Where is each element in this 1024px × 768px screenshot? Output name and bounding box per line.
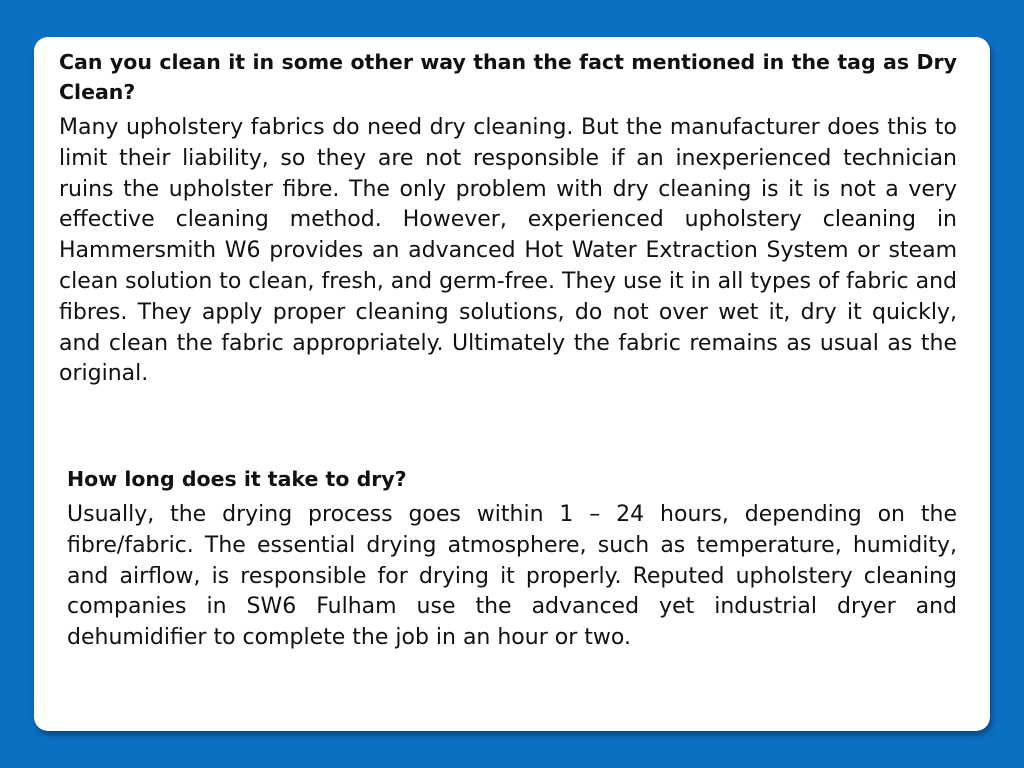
section-body: Many upholstery fabrics do need dry cleaning. But the manufacturer does this to limit their liability, so they are not responsible if an inexperienced technician ruins the upholster fibre. The only problem with dry cleaning is it is not a very effective cleaning method. However, experienced upholstery cleaning in Hammersmith W6 provides an advanced Hot Water Extraction System or steam clean solution to clean, fresh, and germ-free. They use it in all types of fabric and fibres. They apply proper cleaning solutions, do not over wet it, dry it quickly, and clean the fabric appropriately. Ultimately the fabric remains as usual as the original. [59,115,957,387]
faq-section-drying-time [67,464,957,654]
faq-section-dry-clean [59,47,957,390]
section-heading: How long does it take to dry? [67,467,407,491]
section-heading: Can you clean it in some other way than the fact mentioned in the tag as Dry Clean? [59,50,957,104]
section-body: Usually, the drying process goes within 1 – 24 hours, depending on the fibre/fabric. The essential drying atmosphere, such as temperature, humidity, and airflow, is responsible for drying it properly. Reputed upholstery cleaning companies in SW6 Fulham use the advanced yet industrial dryer and dehumidifier to complete the job in an hour or two. [67,502,957,651]
content-card [34,37,990,731]
